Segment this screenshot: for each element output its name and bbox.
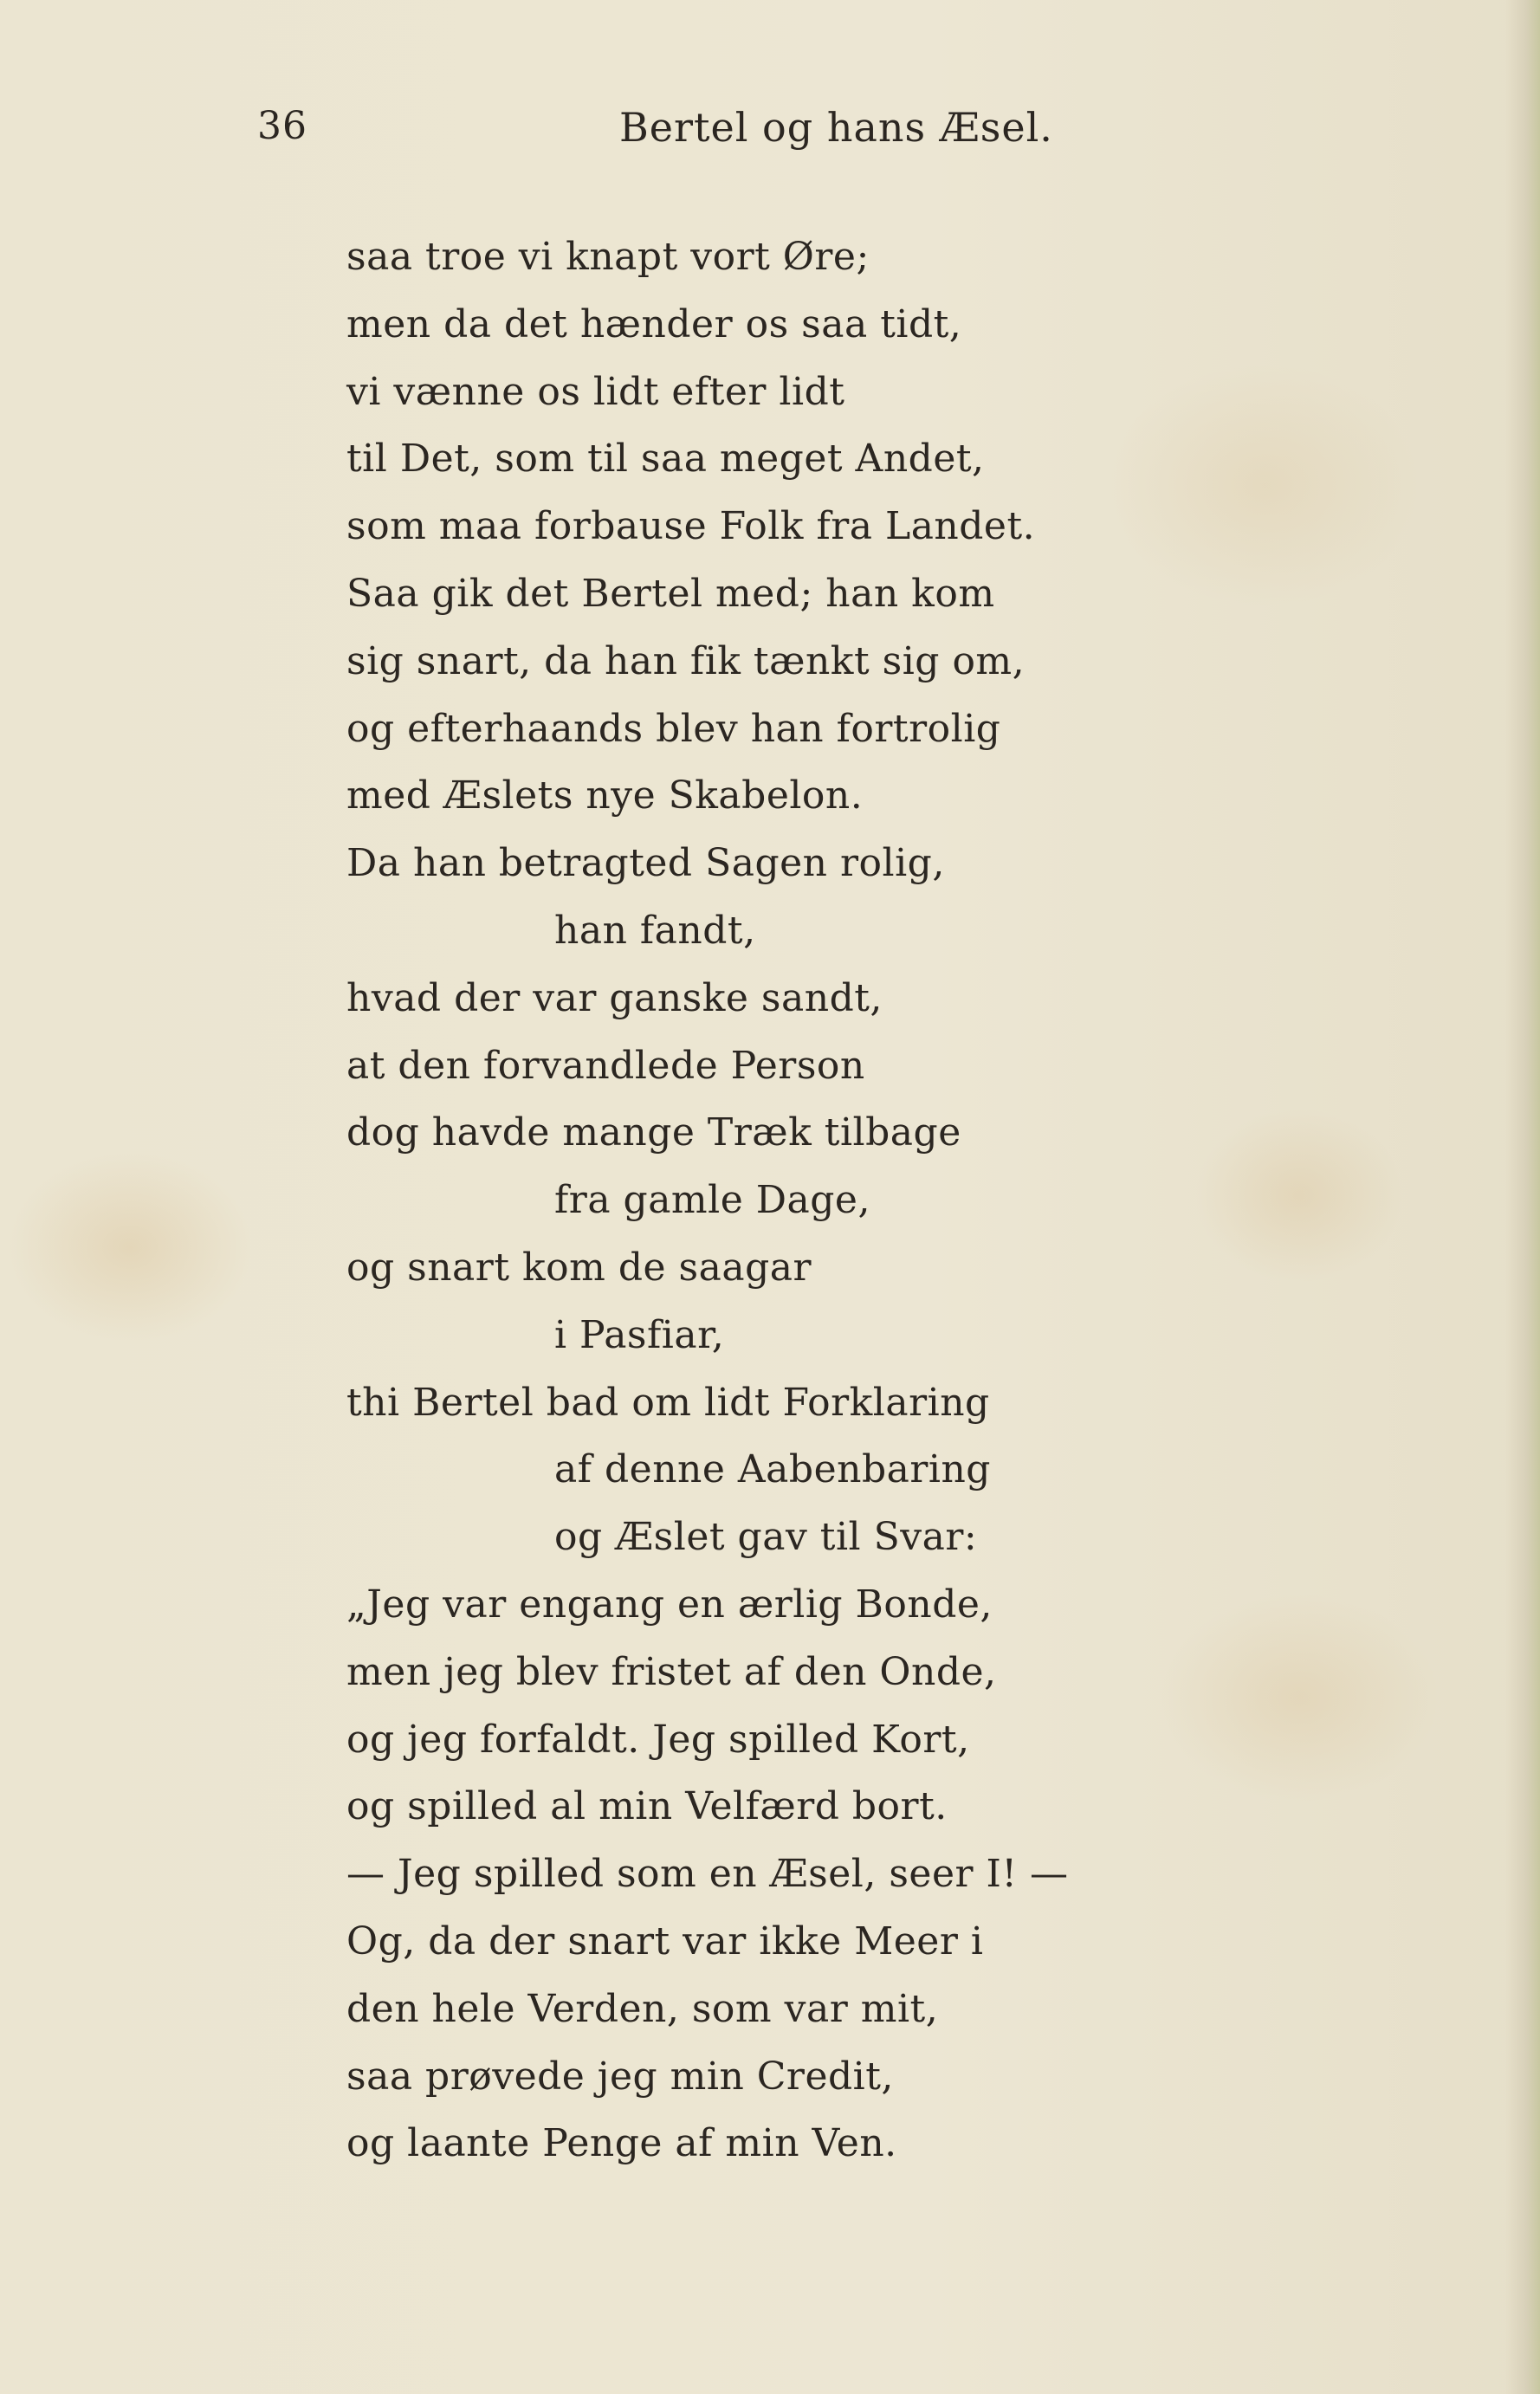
verse-line: fra gamle Dage, [554,1178,870,1223]
verse-line: og laante Penge af min Ven. [346,2121,897,2166]
verse-line: saa troe vi knapt vort Øre; [346,235,870,279]
verse-line: og jeg forfaldt. Jeg spilled Kort, [346,1717,970,1762]
verse-line: at den forvandlede Person [346,1043,865,1088]
verse-line: hvad der var ganske sandt, [346,975,883,1020]
verse-line: til Det, som til saa meget Andet, [346,437,985,482]
verse-line: „Jeg var engang en ærlig Bonde, [346,1582,993,1627]
verse-line: men da det hænder os saa tidt, [346,301,962,346]
verse-line: som maa forbause Folk fra Landet. [346,504,1036,549]
verse-line: han fandt, [554,908,756,953]
verse-line: — Jeg spilled som en Æsel, seer I! — [346,1852,1069,1897]
verse-line: i Pasfiar, [554,1312,725,1357]
verse-line: Saa gik det Bertel med; han kom [346,571,995,616]
verse-line: dog havde mange Træk tilbage [346,1110,961,1155]
page-edge-shadow [1505,0,1540,2394]
page-number: 36 [257,104,307,148]
running-title: Bertel og hans Æsel. [619,104,1053,151]
verse-line: Da han betragted Sagen rolig, [346,841,945,886]
verse-line: den hele Verden, som var mit, [346,1986,939,2031]
verse-line: saa prøvede jeg min Credit, [346,2054,894,2099]
page-header [0,104,1540,165]
verse-line: og efterhaands blev han fortrolig [346,706,1001,751]
verse-line: vi vænne os lidt efter lidt [346,369,845,414]
verse-line: thi Bertel bad om lidt Forklaring [346,1380,990,1425]
verse-line: og Æslet gav til Svar: [554,1515,978,1560]
verse-text [346,223,1213,2177]
verse-line: med Æslets nye Skabelon. [346,773,864,818]
verse-line: af denne Aabenbaring [554,1447,991,1492]
verse-line: og snart kom de saagar [346,1245,812,1290]
verse-line: Og, da der snart var ikke Meer i [346,1918,984,1964]
verse-line: men jeg blev fristet af den Onde, [346,1649,997,1694]
verse-line: og spilled al min Velfærd bort. [346,1784,948,1829]
verse-line: sig snart, da han fik tænkt sig om, [346,638,1026,683]
